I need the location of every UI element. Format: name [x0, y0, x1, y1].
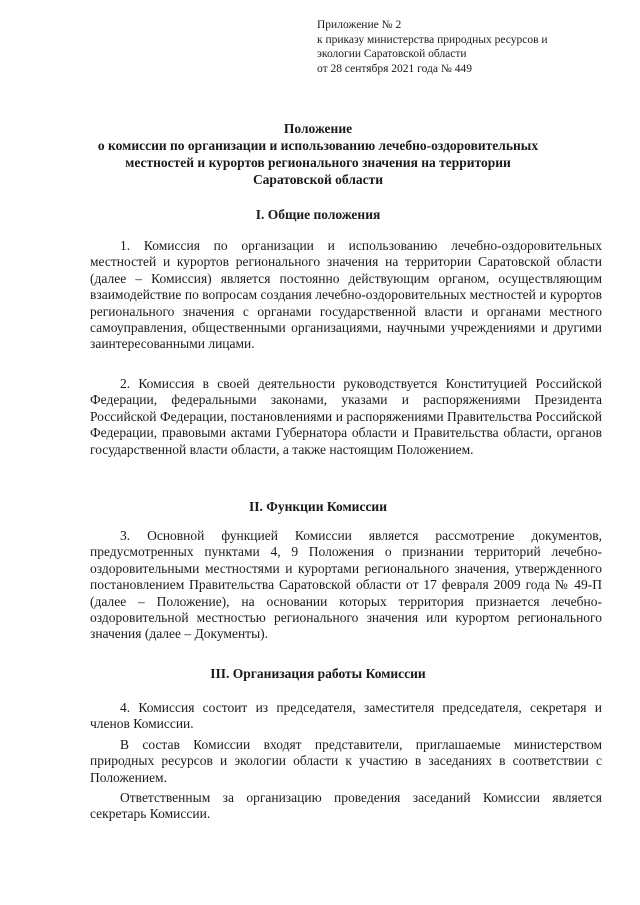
title-line-1: Положение — [283, 121, 353, 136]
appendix-ministry: экологии Саратовской области — [317, 48, 467, 60]
appendix-block — [317, 18, 617, 76]
appendix-number: Приложение № 2 — [317, 19, 402, 31]
title-line-4: Саратовской области — [252, 172, 384, 187]
document-title — [96, 120, 540, 188]
paragraph-6: Ответственным за организацию проведения заседаний Комиссии является секретарь Комиссии. — [90, 790, 602, 822]
appendix-order-ref: к приказу министерства природных ресурсов и — [317, 33, 548, 46]
section-heading-organization: III. Организация работы Комиссии — [210, 666, 426, 681]
paragraph-3: 3. Основной функцией Комиссии является рассмотрение документов, предусмотренных пунктами 4, 9 Положения о признании территорий лечебно-оздоровительными местностями и курортами регионального значения, утвержденного постановлением Правительства Саратовской области от 17 февраля 2009 года № 49-П (далее – Положение), на основании которых территория признается лечебно-оздоровительной местностью регионального значения или курортом регионального значения (далее – Документы). — [90, 528, 602, 642]
paragraph-5: В состав Комиссии входят представители, приглашаемые министерством природных ресурсов и экологии области к участию в заседаниях в соответствии с Положением. — [90, 737, 602, 785]
title-line-2: о комиссии по организации и использованию лечебно-оздоровительных — [97, 138, 539, 153]
title-line-3: местностей и курортов регионального значения на территории — [125, 155, 511, 170]
paragraph-1: 1. Комиссия по организации и использованию лечебно-оздоровительных местностей и курортов регионального значения на территории Саратовской области (далее – Комиссия) является постоянно действующим органом, осуществляющим взаимодействие по вопросам создания лечебно-оздоровительных местностей и курортов регионального значения с органами государственной власти и органами местного самоуправления, общественными организациями, научными учреждениями и другими заинтересованными лицами. — [90, 238, 602, 352]
paragraph-2: 2. Комиссия в своей деятельности руководствуется Конституцией Российской Федерации, федеральными законами, указами и распоряжениями Президента Российской Федерации, постановлениями и распоряжениями Правительства Российской Федерации, правовыми актами Губернатора области и Правительства области, органов государственной власти области, а также настоящим Положением. — [90, 376, 602, 457]
appendix-date: от 28 сентября 2021 года № 449 — [317, 62, 472, 75]
section-heading-functions: II. Функции Комиссии — [249, 499, 387, 514]
section-heading-general: I. Общие положения — [255, 207, 381, 222]
paragraph-4: 4. Комиссия состоит из председателя, заместителя председателя, секретаря и членов Комиссии. — [90, 700, 602, 732]
